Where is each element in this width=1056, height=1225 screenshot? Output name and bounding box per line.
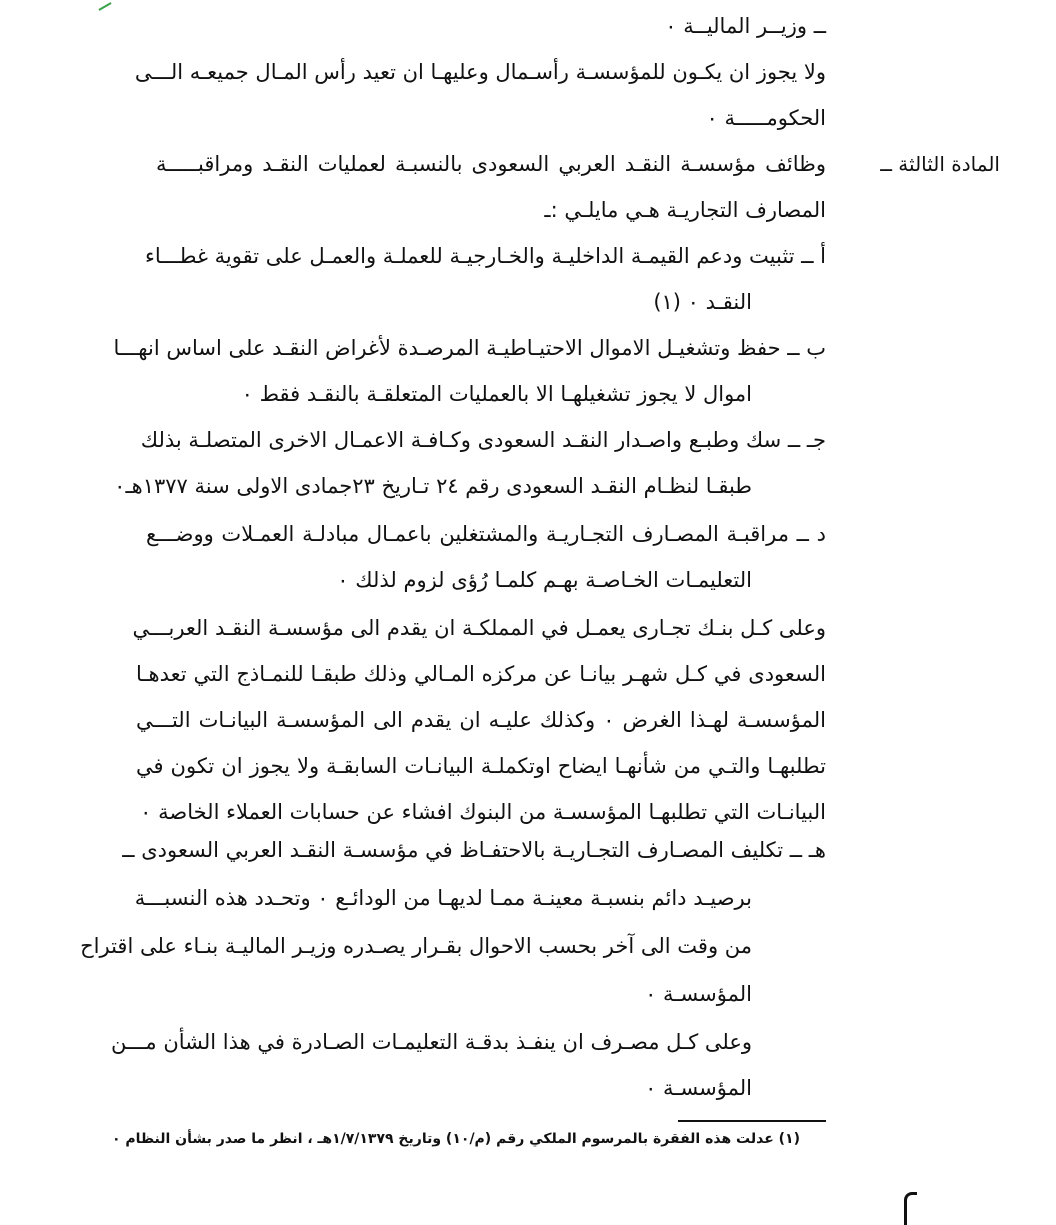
text-line: ــ وزيــر الماليــة ٠ [665, 14, 826, 38]
text-line: المؤسسـة لهـذا الغرض ٠ وكذلك عليـه ان يقدم الى المؤسسـة البيانـات التـــي [136, 708, 826, 732]
text-line: اموال لا يجوز تشغيلهـا الا بالعمليات المتعلقـة بالنقـد فقط ٠ [241, 382, 752, 406]
text-line: السعودى في كـل شهـر بيانـا عن مركزه المـالي وذلك طبقـا للنمـاذج التي تعدهـا [136, 662, 826, 686]
text-line: البيانـات التي تطلبهـا المؤسسـة من البنوك افشاء عن حسابات العملاء الخاصة ٠ [140, 800, 826, 824]
text-line: د ــ مراقبـة المصـارف التجـاريـة والمشتغلين باعمـال مبادلـة العمـلات ووضـــع [146, 522, 826, 546]
text-line: الحكومـــــة ٠ [706, 106, 826, 130]
corner-mark [94, 0, 111, 11]
text-line: جـ ــ سك وطبـع واصـدار النقـد السعودى وكـافـة الاعمـال الاخرى المتصلـة بذلك [140, 428, 826, 452]
text-line: ب ــ حفظ وتشغيـل الاموال الاحتيـاطيـة المرصـدة لأغراض النقـد على اساس انهـــا [113, 336, 826, 360]
text-line: المصارف التجاريـة هـي مايلـي :ـ [544, 198, 826, 222]
text-line: أ ــ تثبيت ودعم القيمـة الداخليـة والخـارجيـة للعملـة والعمـل على تقوية غطـــاء [145, 244, 826, 268]
text-line: وظائف مؤسسـة النقـد العربي السعودى بالنسبـة لعمليات النقـد ومراقبـــــة [156, 152, 826, 176]
text-line: المؤسسـة ٠ [645, 1076, 752, 1100]
text-line: هـ ــ تكليف المصـارف التجـاريـة بالاحتفـاظ في مؤسسـة النقـد العربي السعودى ــ [122, 838, 826, 862]
text-line: وعلى كـل بنـك تجـارى يعمـل في المملكـة ان يقدم الى مؤسسـة النقـد العربـــي [132, 616, 826, 640]
footnote-separator [678, 1120, 826, 1122]
text-line: برصيـد دائم بنسبـة معينـة ممـا لديهـا من الودائـع ٠ وتحـدد هذه النسبـــة [134, 886, 752, 910]
text-line: وعلى كـل مصـرف ان ينفـذ بدقـة التعليمـات الصـادرة في هذا الشأن مـــن [110, 1030, 752, 1054]
text-line: التعليمـات الخـاصـة بهـم كلمـا رُؤى لزوم لذلك ٠ [337, 568, 752, 592]
text-line: من وقت الى آخر بحسب الاحوال بقـرار يصـدره وزيـر الماليـة بنـاء على اقتراح [80, 934, 752, 958]
text-line: المؤسسـة ٠ [645, 982, 752, 1006]
article-heading: المادة الثالثة ــ [880, 152, 1000, 176]
text-line: طبقـا لنظـام النقـد السعودى رقم ٢٤ تـاريخ ٢٣جمادى الاولى سنة ١٣٧٧هـ٠ [114, 474, 752, 498]
page-corner-mark [904, 1192, 917, 1225]
footnote: (١) عدلت هذه الفقرة بالمرسوم الملكي رقم (م/١٠) وتاريخ ١/٧/١٣٧٩هـ ، انظر ما صدر بشأن النظام ٠ [111, 1131, 800, 1147]
text-line: النقـد ٠ (١) [653, 290, 752, 314]
text-line: ولا يجوز ان يكـون للمؤسسـة رأسـمال وعليهـا ان تعيد رأس المـال جميعـه الـــى [134, 60, 826, 84]
text-line: تطلبهـا والتـي من شأنهـا ايضاح اوتكملـة البيانـات السابقـة ولا يجوز ان تكون في [136, 754, 826, 778]
